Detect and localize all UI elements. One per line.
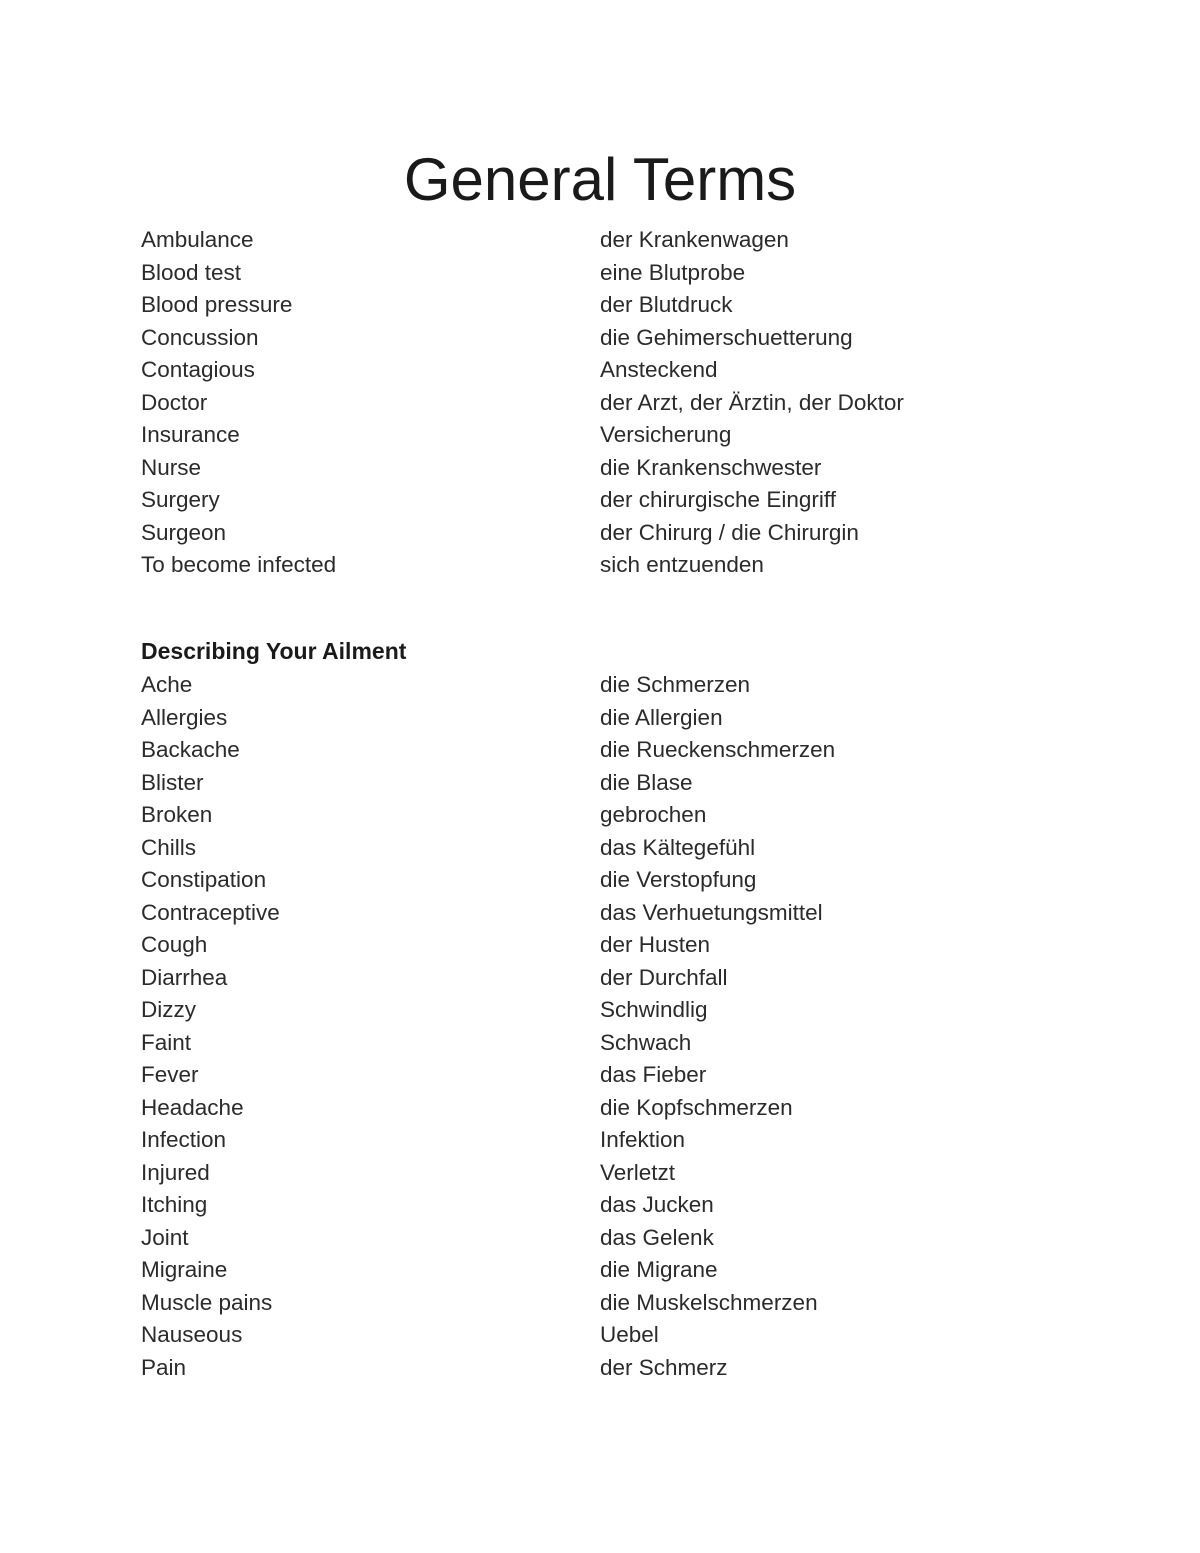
english-term: Diarrhea bbox=[141, 964, 228, 990]
german-translation: Versicherung bbox=[600, 422, 732, 447]
vocab-row bbox=[141, 1189, 1041, 1222]
english-term: Blood test bbox=[141, 259, 242, 285]
english-term: Allergies bbox=[141, 704, 228, 730]
page-title: General Terms bbox=[403, 146, 797, 213]
german-translation: das Gelenk bbox=[600, 1224, 714, 1250]
english-term: Blister bbox=[141, 769, 204, 795]
vocab-row bbox=[141, 354, 1041, 387]
english-term: Cough bbox=[141, 932, 208, 957]
german-translation: das Jucken bbox=[600, 1192, 714, 1217]
section-heading-ailment: Describing Your Ailment bbox=[141, 638, 407, 664]
vocab-row bbox=[141, 1027, 1041, 1060]
english-term: Nauseous bbox=[141, 1322, 243, 1347]
german-translation: die Rueckenschmerzen bbox=[600, 737, 836, 762]
english-term: Joint bbox=[141, 1224, 189, 1250]
german-translation: Ansteckend bbox=[600, 357, 718, 382]
english-term: Nurse bbox=[141, 454, 202, 480]
vocab-row bbox=[141, 1092, 1041, 1125]
vocab-row bbox=[141, 1352, 1041, 1385]
vocab-row bbox=[141, 669, 1041, 702]
german-translation: die Krankenschwester bbox=[600, 454, 822, 480]
german-translation: das Kältegefühl bbox=[600, 834, 756, 860]
german-translation: Schwindlig bbox=[600, 997, 708, 1022]
german-translation: Infektion bbox=[600, 1127, 686, 1152]
vocab-row bbox=[141, 322, 1041, 355]
vocab-row bbox=[141, 929, 1041, 962]
german-translation: eine Blutprobe bbox=[600, 259, 746, 285]
german-translation: das Fieber bbox=[600, 1062, 707, 1087]
german-translation: das Verhuetungsmittel bbox=[600, 899, 823, 925]
german-translation: sich entzuenden bbox=[600, 552, 764, 577]
vocab-row bbox=[141, 452, 1041, 485]
english-term: To become infected bbox=[141, 552, 337, 577]
vocab-row bbox=[141, 994, 1041, 1027]
vocab-row bbox=[141, 387, 1041, 420]
german-translation: die Migrane bbox=[600, 1257, 718, 1282]
english-term: Broken bbox=[141, 802, 213, 827]
english-term: Fever bbox=[141, 1062, 199, 1087]
general-terms-list bbox=[141, 224, 1041, 582]
english-term: Surgeon bbox=[141, 519, 227, 545]
german-translation: die Muskelschmerzen bbox=[600, 1289, 818, 1315]
vocab-row bbox=[141, 1254, 1041, 1287]
german-translation: der Schmerz bbox=[600, 1354, 728, 1380]
english-term: Ambulance bbox=[141, 227, 254, 252]
vocab-row bbox=[141, 224, 1041, 257]
english-term: Ache bbox=[141, 672, 193, 697]
vocab-row bbox=[141, 1287, 1041, 1320]
german-translation: Schwach bbox=[600, 1029, 692, 1055]
german-translation: der Husten bbox=[600, 932, 711, 957]
english-term: Contagious bbox=[141, 357, 255, 382]
vocab-row bbox=[141, 799, 1041, 832]
english-term: Injured bbox=[141, 1159, 210, 1185]
vocab-row bbox=[141, 1124, 1041, 1157]
german-translation: die Allergien bbox=[600, 704, 723, 730]
vocab-row bbox=[141, 864, 1041, 897]
german-translation: der Krankenwagen bbox=[600, 227, 789, 252]
english-term: Muscle pains bbox=[141, 1289, 273, 1315]
german-translation: der Durchfall bbox=[600, 964, 728, 990]
vocab-row bbox=[141, 517, 1041, 550]
english-term: Faint bbox=[141, 1029, 192, 1055]
english-term: Infection bbox=[141, 1127, 227, 1152]
english-term: Doctor bbox=[141, 389, 208, 415]
english-term: Concussion bbox=[141, 324, 259, 350]
vocab-row bbox=[141, 419, 1041, 452]
vocab-row bbox=[141, 702, 1041, 735]
english-term: Dizzy bbox=[141, 997, 196, 1022]
english-term: Backache bbox=[141, 737, 240, 762]
german-translation: die Verstopfung bbox=[600, 867, 757, 892]
german-translation: die Schmerzen bbox=[600, 672, 751, 697]
german-translation: der Chirurg / die Chirurgin bbox=[600, 519, 859, 545]
german-translation: die Kopfschmerzen bbox=[600, 1094, 793, 1120]
english-term: Blood pressure bbox=[141, 292, 293, 317]
vocab-row bbox=[141, 549, 1041, 582]
vocab-row bbox=[141, 832, 1041, 865]
english-term: Headache bbox=[141, 1094, 244, 1120]
vocab-row bbox=[141, 1222, 1041, 1255]
vocab-row bbox=[141, 897, 1041, 930]
german-translation: Uebel bbox=[600, 1322, 659, 1347]
vocab-row bbox=[141, 1059, 1041, 1092]
german-translation: der chirurgische Eingriff bbox=[600, 487, 836, 512]
vocab-row bbox=[141, 1319, 1041, 1352]
vocab-row bbox=[141, 289, 1041, 322]
english-term: Constipation bbox=[141, 867, 267, 892]
vocab-row bbox=[141, 484, 1041, 517]
german-translation: gebrochen bbox=[600, 802, 707, 827]
german-translation: die Blase bbox=[600, 769, 693, 795]
german-translation: die Gehimerschuetterung bbox=[600, 324, 853, 350]
german-translation: der Arzt, der Ärztin, der Doktor bbox=[600, 389, 904, 415]
english-term: Insurance bbox=[141, 422, 240, 447]
vocab-row bbox=[141, 257, 1041, 290]
vocab-row bbox=[141, 767, 1041, 800]
vocab-row bbox=[141, 1157, 1041, 1190]
english-term: Migraine bbox=[141, 1257, 228, 1282]
english-term: Pain bbox=[141, 1354, 187, 1380]
english-term: Contraceptive bbox=[141, 899, 280, 925]
vocab-row bbox=[141, 962, 1041, 995]
english-term: Chills bbox=[141, 834, 197, 860]
german-translation: der Blutdruck bbox=[600, 292, 733, 317]
vocab-row bbox=[141, 734, 1041, 767]
english-term: Itching bbox=[141, 1192, 208, 1217]
german-translation: Verletzt bbox=[600, 1159, 676, 1185]
ailment-terms-list bbox=[141, 669, 1041, 1384]
english-term: Surgery bbox=[141, 487, 220, 512]
